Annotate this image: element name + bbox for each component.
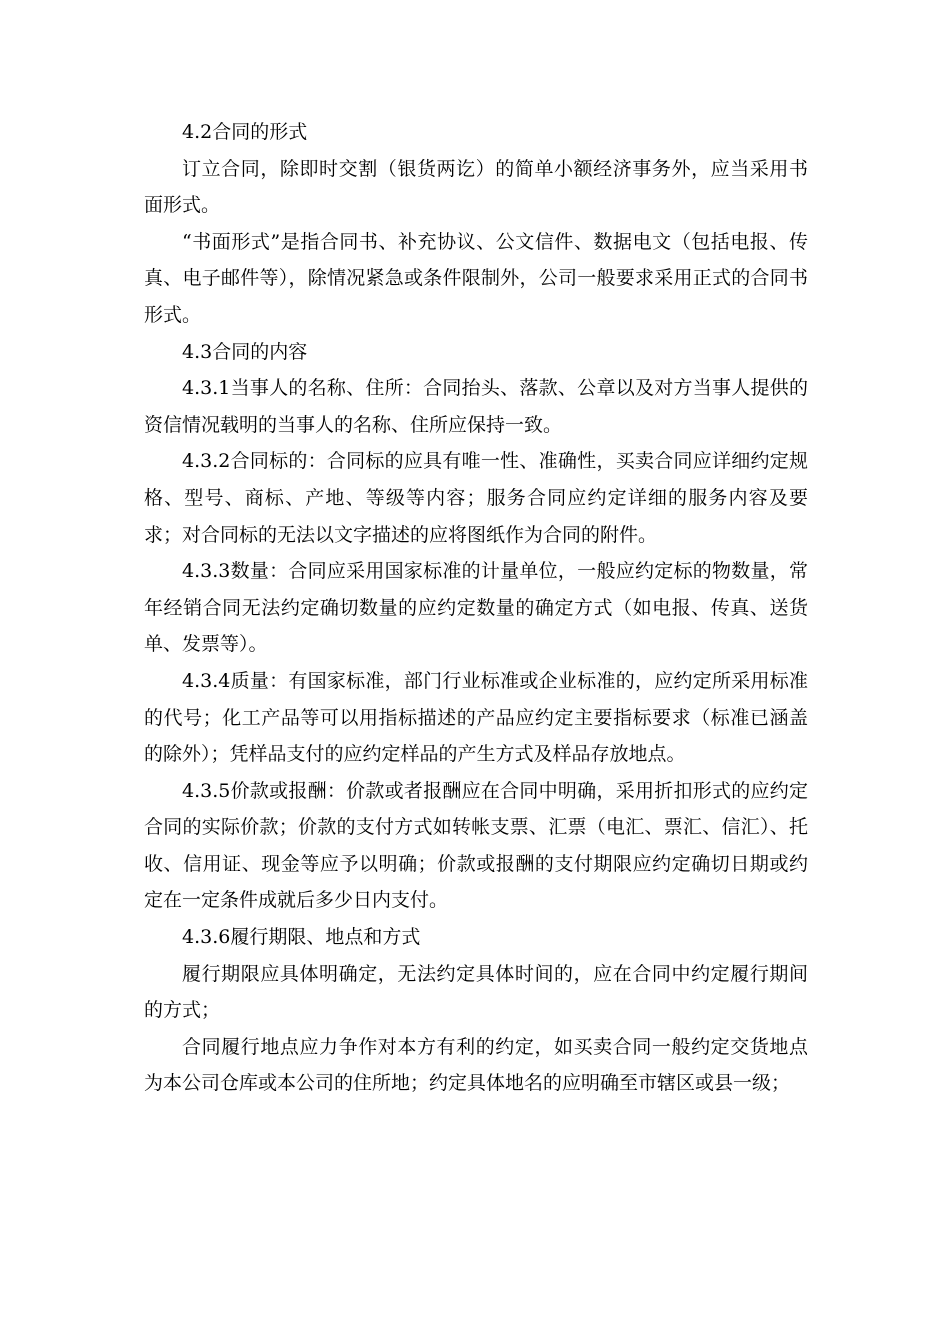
document-page (144, 114, 808, 1102)
clause-4-3-3: 4.3.3数量：合同应采用国家标准的计量单位，一般应约定标的物数量，常年经销合同无法约定确切数量的应约定数量的确定方式（如电报、传真、送货单、发票等）。 (144, 560, 808, 656)
clause-4-3-4: 4.3.4质量：有国家标准，部门行业标准或企业标准的，应约定所采用标准的代号；化工产品等可以用指标描述的产品应约定主要指标要求（标准已涵盖的除外）；凭样品支付的应约定样品的产生方式及样品存放地点。 (144, 669, 808, 766)
clause-4-3-1: 4.3.1当事人的名称、住所：合同抬头、落款、公章以及对方当事人提供的资信情况载明的当事人的名称、住所应保持一致。 (144, 377, 808, 436)
clause-4-3-6-heading: 4.3.6履行期限、地点和方式 (182, 926, 421, 949)
section-heading-4-3: 4.3合同的内容 (182, 340, 308, 363)
paragraph-written-form-definition: “书面形式”是指合同书、补充协议、公文信件、数据电文（包括电报、传真、电子邮件等），除情况紧急或条件限制外，公司一般要求采用正式的合同书形式。 (144, 230, 808, 326)
section-heading-4-2: 4.2合同的形式 (182, 121, 308, 143)
paragraph-performance-period: 履行期限应具体明确定，无法约定具体时间的，应在合同中约定履行期间的方式； (144, 962, 808, 1022)
clause-4-3-2: 4.3.2合同标的：合同标的应具有唯一性、准确性，买卖合同应详细约定规格、型号、商标、产地、等级等内容；服务合同应约定详细的服务内容及要求；对合同标的无法以文字描述的应将图纸作为合同的附件。 (144, 450, 808, 546)
paragraph-performance-place: 合同履行地点应力争作对本方有利的约定，如买卖合同一般约定交货地点为本公司仓库或本公司的住所地；约定具体地名的应明确至市辖区或县一级； (144, 1035, 808, 1095)
paragraph-written-form-requirement: 订立合同，除即时交割（银货两讫）的简单小额经济事务外，应当采用书面形式。 (144, 157, 808, 217)
clause-4-3-5: 4.3.5价款或报酬：价款或者报酬应在合同中明确，采用折扣形式的应约定合同的实际价款；价款的支付方式如转帐支票、汇票（电汇、票汇、信汇）、托收、信用证、现金等应予以明确；价款或报酬的支付期限应约定确切日期或约定在一定条件成就后多少日内支付。 (144, 779, 808, 912)
